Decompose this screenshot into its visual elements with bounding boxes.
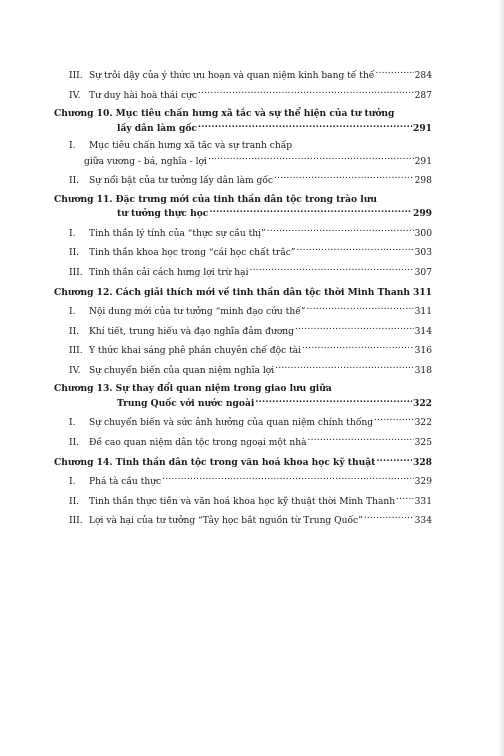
toc-page-number: 316 [414, 346, 432, 357]
toc-section-row [54, 304, 432, 324]
toc-section-number: III. [69, 516, 83, 527]
toc-section-row [54, 140, 432, 153]
toc-chapter-row [54, 455, 432, 475]
toc-section-row [54, 474, 432, 494]
toc-dot-leader [302, 343, 414, 353]
toc-dot-leader [208, 154, 414, 164]
toc-dot-leader [267, 226, 414, 236]
toc-section-number: III. [69, 267, 83, 278]
toc-entry-title: Lợi và hại của tư tưởng “Tây học bắt nguồn từ Trung Quốc” [89, 516, 363, 527]
toc-entry-title: Chương 10. Mục tiêu chấn hưng xã tắc và sự thể hiện của tư tưởng [54, 108, 395, 120]
toc-dot-leader [274, 173, 414, 183]
toc-entry-title: Ý thức khai sáng phê phán chuyên chế độc tài [89, 346, 302, 357]
toc-chapter-row [54, 285, 432, 305]
toc-entry-title: Chương 13. Sự thay đổi quan niệm trong giao lưu giữa [54, 383, 332, 395]
toc-chapter-continuation-row [54, 206, 432, 226]
toc-dot-leader [376, 455, 412, 465]
toc-section-row [54, 435, 432, 455]
toc-entry-title: Sự chuyển biến của quan niệm nghĩa lợi [89, 365, 275, 376]
toc-entry-title: Sự nổi bật của tư tưởng lấy dân làm gốc [89, 176, 274, 187]
toc-entry-title: tư tưởng thực học [117, 208, 209, 220]
toc-section-number: IV. [69, 90, 81, 101]
toc-page-number: 318 [414, 365, 432, 376]
toc-section-row [54, 343, 432, 363]
table-of-contents [54, 68, 432, 533]
toc-dot-leader [375, 68, 413, 78]
toc-page-number: 291 [413, 122, 432, 134]
toc-entry-title: Chương 14. Tinh thần dân tộc trong văn hoá khoa học kỹ thuật [54, 456, 376, 468]
toc-chapter-continuation-row [54, 121, 432, 141]
toc-dot-leader [364, 513, 414, 523]
toc-page-number: 328 [413, 456, 432, 468]
toc-section-number: II. [69, 496, 80, 507]
toc-chapter-row [54, 193, 432, 206]
toc-page-number: 284 [414, 71, 432, 81]
toc-page-number: 307 [414, 267, 432, 278]
toc-entry-title: Tinh thần khoa học trong “cái học chất trắc” [89, 248, 296, 259]
toc-section-row [54, 324, 432, 344]
toc-section-number: II. [69, 176, 80, 187]
toc-entry-title: Sự trỗi dậy của ý thức ưu hoạn và quan niệm kinh bang tế thế [89, 71, 375, 81]
toc-section-number: I. [69, 307, 76, 318]
toc-dot-leader [306, 304, 413, 314]
toc-entry-title: Khí tiết, trung hiếu và đạo nghĩa đảm đương [89, 326, 294, 337]
toc-dot-leader [209, 206, 412, 216]
toc-page-number: 311 [414, 307, 432, 318]
toc-page-number: 314 [414, 326, 432, 337]
toc-dot-leader [296, 245, 413, 255]
toc-section-row [54, 363, 432, 383]
toc-dot-leader [255, 396, 412, 406]
toc-page-number: 322 [414, 418, 432, 429]
toc-section-number: III. [69, 71, 83, 81]
toc-dot-leader [162, 474, 414, 484]
toc-page-number: 287 [414, 90, 432, 101]
toc-dot-leader [275, 363, 413, 373]
toc-dot-leader [374, 415, 414, 425]
toc-page-number: 331 [414, 496, 432, 507]
toc-page-number: 303 [414, 248, 432, 259]
toc-entry-title: Chương 11. Đặc trưng mới của tinh thần dân tộc trong trào lưu [54, 193, 377, 205]
toc-entry-title: Chương 12. Cách giải thích mới về tinh thần dân tộc thời Minh Thanh [54, 286, 410, 298]
toc-chapter-continuation-row [54, 396, 432, 416]
toc-entry-title: Tinh thần cải cách hưng lợi trừ hại [89, 267, 249, 278]
toc-dot-leader [198, 121, 412, 131]
toc-entry-title: Trung Quốc với nước ngoài [117, 397, 255, 409]
toc-page-number: 291 [414, 156, 432, 167]
toc-section-number: II. [69, 438, 80, 449]
toc-entry-title: Tinh thần lý tính của “thực sự cầu thị” [89, 228, 266, 239]
toc-dot-leader [249, 265, 413, 275]
toc-section-row [54, 88, 432, 108]
toc-dot-leader [308, 435, 414, 445]
toc-section-row [54, 265, 432, 285]
toc-page-number: 329 [414, 477, 432, 488]
toc-page-number: 299 [413, 208, 432, 220]
toc-section-number: I. [69, 477, 76, 488]
toc-section-row [54, 494, 432, 514]
toc-page-number: 325 [414, 438, 432, 449]
toc-dot-leader [396, 494, 414, 504]
toc-section-number: II. [69, 248, 80, 259]
toc-dot-leader [411, 285, 412, 295]
toc-entry-title: Tinh thần thực tiễn và văn hoá khoa học kỹ thuật thời Minh Thanh [89, 496, 396, 507]
toc-entry-title: giữa vương - bá, nghĩa - lợi [84, 156, 207, 167]
toc-section-number: IV. [69, 365, 81, 376]
toc-entry-title: Mục tiêu chấn hưng xã tắc và sự tranh chấp [89, 141, 293, 152]
toc-section-number: I. [69, 141, 76, 152]
toc-section-number: III. [69, 346, 83, 357]
toc-page-number: 334 [414, 516, 432, 527]
toc-entry-title: lấy dân làm gốc [117, 122, 197, 134]
toc-section-number: I. [69, 228, 76, 239]
toc-section-number: I. [69, 418, 76, 429]
toc-section-row [54, 68, 432, 88]
toc-page-number: 298 [414, 176, 432, 187]
toc-entry-title: Đề cao quan niệm dân tộc trong ngoại một nhà [89, 438, 307, 449]
toc-entry-title: Sự chuyển biến và sức ảnh hưởng của quan niệm chính thống [89, 418, 374, 429]
toc-chapter-row [54, 107, 432, 120]
page-edge-shadow [498, 0, 504, 756]
toc-entry-title: Phá tà cầu thực [89, 477, 162, 488]
toc-section-number: II. [69, 326, 80, 337]
toc-section-row [54, 173, 432, 193]
toc-page-number: 300 [414, 228, 432, 239]
toc-section-row [54, 226, 432, 246]
toc-page-number: 322 [413, 397, 432, 409]
toc-dot-leader [198, 88, 414, 98]
toc-page-number: 311 [413, 286, 432, 298]
toc-section-continuation-row [54, 154, 432, 174]
toc-entry-title: Nội dung mới của tư tưởng “minh đạo cứu thế” [89, 307, 306, 318]
toc-section-row [54, 415, 432, 435]
toc-section-row [54, 245, 432, 265]
toc-entry-title: Tư duy hài hoà thái cực [89, 90, 198, 101]
toc-chapter-row [54, 382, 432, 395]
toc-dot-leader [295, 324, 414, 334]
toc-section-row [54, 513, 432, 533]
